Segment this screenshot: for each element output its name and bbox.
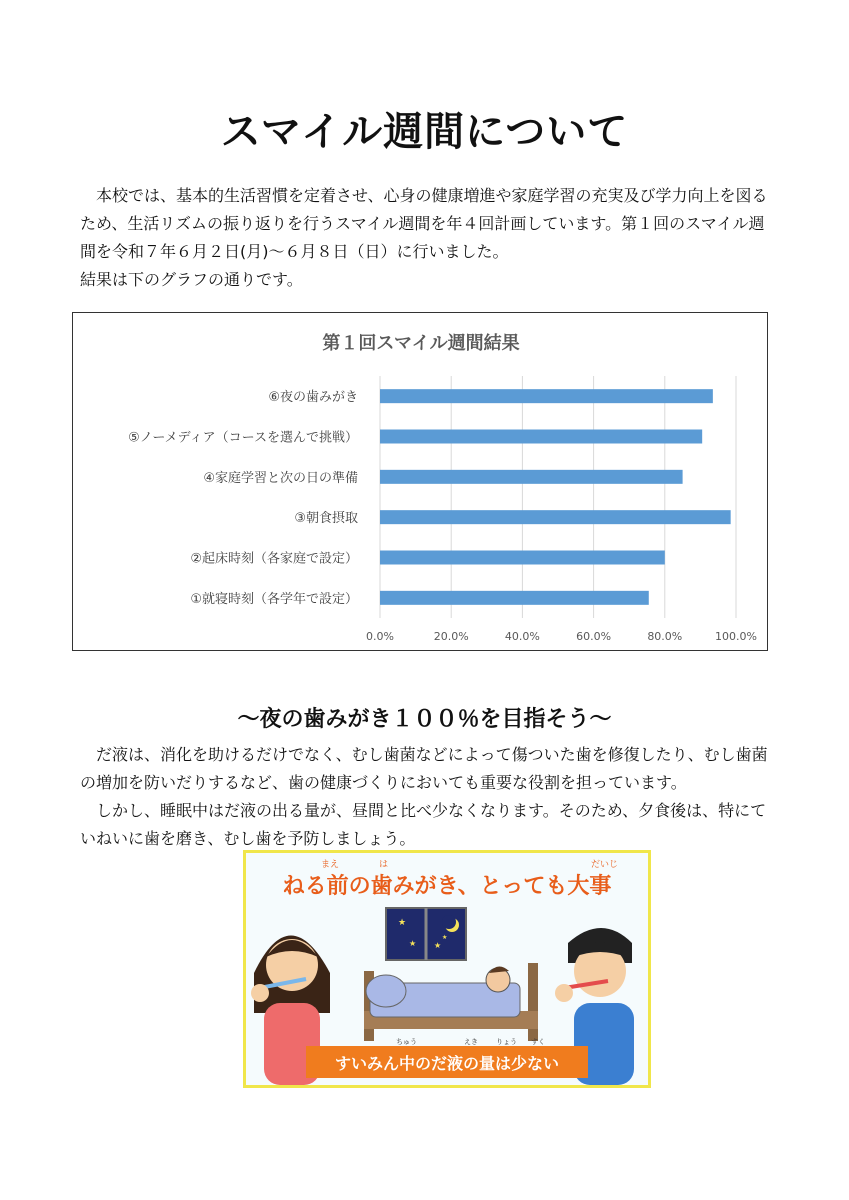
svg-text:★: ★ [398,918,407,928]
category-label: ②起床時刻（各家庭で設定） [190,551,358,567]
category-label: ③朝食摂取 [294,511,358,527]
category-label: ④家庭学習と次の日の準備 [203,470,358,486]
results-chart [72,312,768,651]
sleep-paragraph: しかし、睡眠中はだ液の出る量が、昼間と比べ少なくなります。そのため、夕食後は、特にていねいに歯を磨き、むし歯を予防しましょう。 [80,801,767,848]
bedtime-brushing-illustration [243,850,651,1088]
section-body [80,741,780,853]
svg-text:★: ★ [442,934,448,941]
ruby-ha: は [379,860,389,870]
illustration-art [246,853,648,1085]
ruby-daiji: だいじ [591,860,619,870]
intro-result-line: 結果は下のグラフの通りです。 [80,270,303,289]
illustration-caption-bottom: すいみん中のだ液の量は少ない [334,1054,560,1073]
svg-text:★: ★ [409,939,417,948]
chart-bar [380,389,713,403]
chart-bar [380,470,683,484]
ruby-chuu: ちゅう [396,1038,417,1046]
intro-paragraph: 本校では、基本的生活習慣を定着させ、心身の健康増進や家庭学習の充実及び学力向上を図るため、生活リズムの振り返りを行うスマイル週間を年４回計画しています。第１回のスマイル週間を令和７年６月２日(月)～６月８日（日）に行いました。 [80,186,768,261]
ruby-eki: えき [464,1038,478,1046]
chart-bar [380,551,665,565]
results-chart-svg [73,313,769,652]
sleeping-child-bed-icon [364,963,538,1041]
x-tick-label: 60.0% [576,630,612,643]
chart-bar [380,591,649,605]
illustration-caption-top: ねる前の歯みがき、とっても大事 [282,874,612,899]
category-label: ⑤ノーメディア（コースを選んで挑戦） [128,430,358,446]
section-heading: ～夜の歯みがき１００％を目指そう～ [237,707,612,732]
x-tick-label: 100.0% [715,630,757,643]
x-tick-label: 20.0% [433,630,469,643]
chart-title: 第１回スマイル週間結果 [322,333,520,354]
ruby-mae: まえ [321,860,340,870]
chart-bar [380,430,702,444]
night-window-icon [386,908,466,960]
page-title: スマイル週間について [220,109,629,155]
x-tick-label: 40.0% [504,630,540,643]
category-label: ⑥夜の歯みがき [268,390,358,406]
svg-text:★: ★ [434,941,442,950]
x-tick-label: 0.0% [366,630,394,643]
x-tick-label: 80.0% [647,630,683,643]
ruby-suku: すく [531,1038,545,1046]
category-label: ①就寝時刻（各学年で設定） [190,591,358,607]
chart-bar [380,510,731,524]
saliva-paragraph: だ液は、消化を助けるだけでなく、むし歯菌などによって傷ついた歯を修復したり、むし歯菌の増加を防いだりするなど、歯の健康づくりにおいても重要な役割を担っています。 [80,745,768,792]
intro-text [80,182,780,294]
ruby-ryou: りょう [496,1038,517,1046]
